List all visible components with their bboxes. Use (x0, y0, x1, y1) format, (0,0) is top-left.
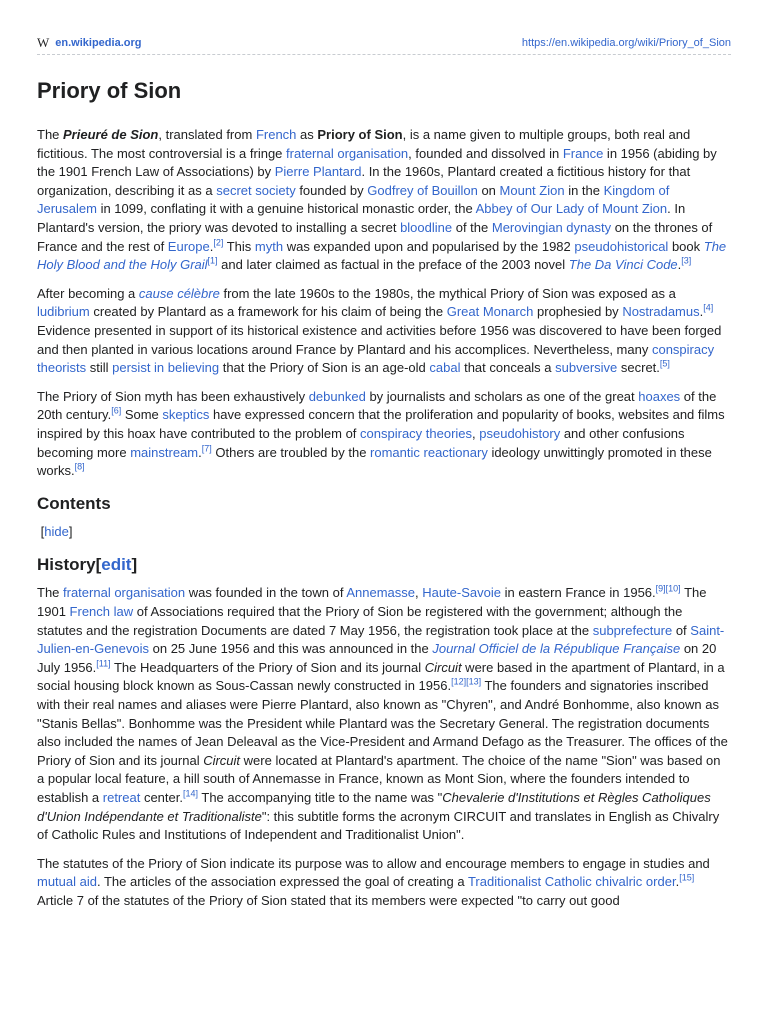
link-conspiracy-theorists[interactable]: conspiracy theorists (37, 341, 715, 376)
link-journal-officiel[interactable]: Journal Officiel de la République Française (432, 641, 681, 657)
citation[interactable]: [5] (659, 358, 670, 369)
link-mutual-aid[interactable]: mutual aid (37, 874, 97, 890)
link-skeptics[interactable]: skeptics (162, 407, 210, 423)
link-traditionalist-catholic[interactable]: Traditionalist Catholic chivalric order (467, 874, 676, 890)
link-fraternal-organisation[interactable]: fraternal organisation (286, 145, 409, 161)
link-kingdom-of-jerusalem[interactable]: Kingdom of Jerusalem (37, 182, 670, 217)
link-france[interactable]: France (562, 145, 604, 161)
link-myth[interactable]: myth (254, 238, 284, 254)
intro-paragraph-2: After becoming a cause célèbre from the late 1960s to the 1980s, the mythical Priory of Sion was exposed as a ludibrium created by Plantard as a framework for his claim of being the Great Monarch prophesied by Nostradamus.[4] Evidence presented in support of its historical existence and activities before 1956 was discovered to have been forged and then planted in various locations around France by Plantard and his accomplices. Nevertheless, many conspiracy theorists still persist in believing that the Priory of Sion is an age-old cabal that conceals a subversive secret.[5] (37, 285, 722, 376)
citation[interactable]: [15] (679, 873, 695, 884)
link-persist-in-believing[interactable]: persist in believing (112, 360, 220, 376)
link-mount-zion[interactable]: Mount Zion (499, 182, 565, 198)
link-subversive[interactable]: subversive (555, 360, 618, 376)
source-site (37, 35, 141, 51)
link-hoaxes[interactable]: hoaxes (638, 388, 681, 404)
intro-paragraph-3: The Priory of Sion myth has been exhaustively debunked by journalists and scholars as one of the great hoaxes of the 20th century.[6] Some skeptics have expressed concern that the proliferation and popularity of books, websites and films inspired by this hoax have contributed to the problem of conspiracy theories, pseudohistory and other confusions becoming more mainstream.[7] Others are troubled by the romantic reactionary ideology unwittingly promoted in these works.[8] (37, 388, 725, 479)
link-godfrey-of-bouillon[interactable]: Godfrey of Bouillon (367, 182, 478, 198)
link-conspiracy-theories[interactable]: conspiracy theories (360, 425, 473, 441)
intro-paragraph-1: The Prieuré de Sion, translated from French as Priory of Sion, is a name given to multiple groups, both real and fictitious. The most controversial is a fringe fraternal organisation, founded and dissolved in France in 1956 (abiding by the 1901 French Law of Associations) by Pierre Plantard. In the 1960s, Plantard created a fictitious history for that organization, describing it as a secret society founded by Godfrey of Bouillon on Mount Zion in the Kingdom of Jerusalem in 1099, conflating it with a genuine historical monastic order, the Abbey of Our Lady of Mount Zion. In Plantard's version, the priory was devoted to installing a secret bloodline of the Merovingian dynasty on the thrones of France and the rest of Europe.[2] This myth was expanded upon and popularised by the 1982 pseudohistorical book The Holy Blood and the Holy Grail[1] and later claimed as factual in the preface of the 2003 novel The Da Vinci Code.[3] (37, 127, 727, 273)
link-romantic-reactionary[interactable]: romantic reactionary (370, 444, 488, 460)
citation[interactable]: [2] (213, 237, 224, 248)
link-fraternal-organisation-2[interactable]: fraternal organisation (63, 585, 186, 601)
contents-toggle: [hide] (40, 524, 73, 540)
link-cabal[interactable]: cabal (429, 360, 461, 376)
link-great-monarch[interactable]: Great Monarch (446, 304, 534, 320)
contents-heading: Contents (37, 493, 111, 513)
citation[interactable]: [14] (182, 788, 198, 799)
citation[interactable]: [1] (207, 255, 218, 266)
link-french-law[interactable]: French law (69, 604, 134, 620)
link-saint-julien[interactable]: Saint-Julien-en-Genevois (37, 622, 725, 657)
hide-contents-link[interactable]: hide (44, 524, 69, 540)
link-pseudohistorical[interactable]: pseudohistorical (574, 238, 669, 254)
link-debunked[interactable]: debunked (308, 388, 366, 404)
page-url-link[interactable]: https://en.wikipedia.org/wiki/Priory_of_Sion (521, 37, 731, 49)
link-mainstream[interactable]: mainstream (130, 444, 199, 460)
link-french[interactable]: French (255, 127, 297, 142)
citation[interactable]: [8] (74, 461, 85, 472)
link-annemasse[interactable]: Annemasse (346, 585, 415, 601)
link-merovingian-dynasty[interactable]: Merovingian dynasty (491, 219, 612, 235)
source-bar (37, 32, 731, 55)
history-paragraph-2: The statutes of the Priory of Sion indicate its purpose was to allow and encourage members to engage in studies and mutual aid. The articles of the association expressed the goal of creating a Traditionalist Catholic chivalric order.[15] Article 7 of the statutes of the Priory of Sion stated that its members were expected "to carry out good (37, 855, 710, 908)
link-subprefecture[interactable]: subprefecture (592, 622, 673, 638)
edit-section-link[interactable]: edit (101, 554, 132, 574)
citation[interactable]: [7] (201, 443, 212, 454)
page-title: Priory of Sion (37, 78, 182, 103)
link-pierre-plantard[interactable]: Pierre Plantard (274, 164, 362, 180)
citation[interactable]: [4] (703, 303, 714, 314)
history-heading: History[edit] (37, 554, 138, 574)
citation[interactable]: [12][13] (451, 677, 482, 688)
link-abbey-of-our-lady[interactable]: Abbey of Our Lady of Mount Zion (475, 201, 668, 217)
article-body (37, 126, 731, 921)
link-nostradamus[interactable]: Nostradamus (622, 304, 700, 320)
link-retreat[interactable]: retreat (102, 790, 141, 805)
wikipedia-logo-icon: W (37, 35, 50, 50)
link-europe[interactable]: Europe (167, 238, 210, 254)
link-pseudohistory[interactable]: pseudohistory (479, 425, 561, 441)
citation[interactable]: [3] (681, 255, 692, 266)
domain-link[interactable]: en.wikipedia.org (55, 37, 142, 49)
link-haute-savoie[interactable]: Haute-Savoie (422, 585, 501, 601)
link-bloodline[interactable]: bloodline (400, 219, 453, 235)
link-holy-blood-holy-grail[interactable]: The Holy Blood and the Holy Grail (37, 238, 727, 273)
link-da-vinci-code[interactable]: The Da Vinci Code (568, 257, 678, 273)
link-secret-society[interactable]: secret society (216, 182, 296, 198)
link-cause-celebre[interactable]: cause célèbre (138, 285, 220, 301)
citation[interactable]: [6] (111, 405, 122, 416)
link-ludibrium[interactable]: ludibrium (37, 304, 90, 320)
history-paragraph-1: The fraternal organisation was founded in the town of Annemasse, Haute-Savoie in eastern France in 1956.[9][10] The 1901 French law of Associations required that the Priory of Sion be registered with the government; although the statutes and the registration Documents are dated 7 May 1956, the registration took place at the subprefecture of Saint-Julien-en-Genevois on 25 June 1956 and this was announced in the Journal Officiel de la République Française on 20 July 1956.[11] The Headquarters of the Priory of Sion and its journal Circuit were based in the apartment of Plantard, in a social housing block known as Sous-Cassan newly constructed in 1956.[12][13] The founders and signatories inscribed with their real names and aliases were Pierre Plantard, also known as "Chyren", and André Bonhomme, also known as "Stanis Bellas". Bonhomme was the President while Plantard was the Secretary General. The registration documents also included the names of Jean Deleaval as the Vice-President and Armand Defago as the Treasurer. The offices of the Priory of Sion and its journal Circuit were located at Plantard's apartment. The choice of the name "Sion" was based on a popular local feature, a hill south of Annemasse in France, known as Mont Sion, where the founders intended to establish a retreat center.[14] The accompanying title to the name was "Chevalerie d'Institutions et Règles Catholiques d'Union Indépendante et Traditionaliste": this subtitle forms the acronym CIRCUIT and translates in English as Chivalry of Catholic Rules and Institutions of Independent and Traditionalist Union". (37, 584, 728, 843)
citation[interactable]: [11] (96, 658, 111, 669)
citation[interactable]: [9][10] (655, 584, 681, 595)
